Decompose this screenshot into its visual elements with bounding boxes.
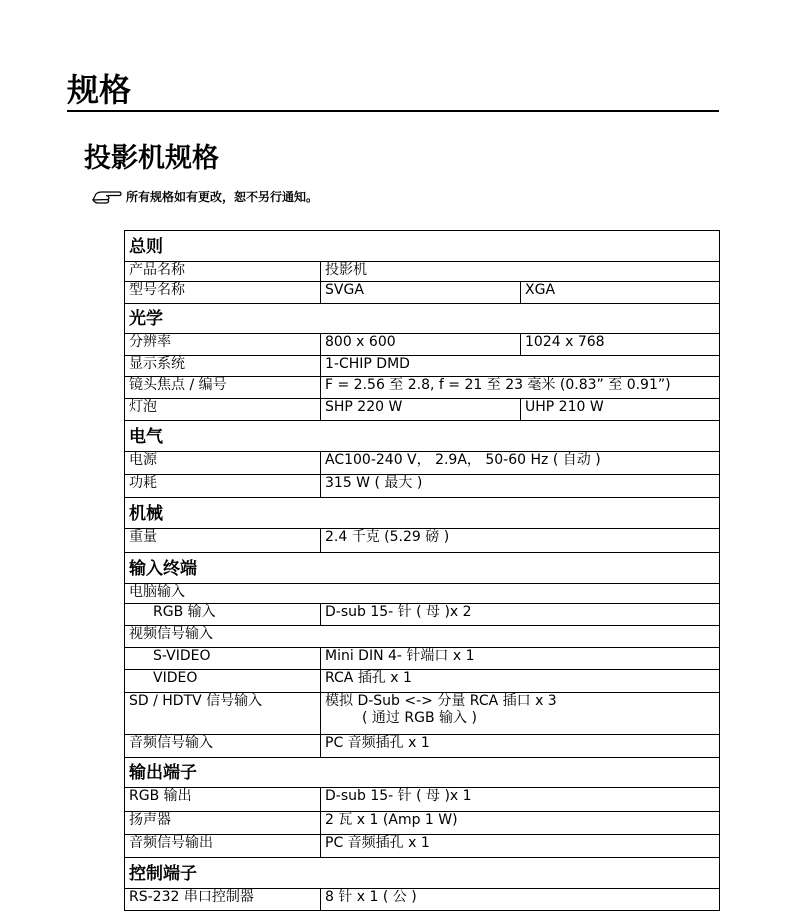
section-header-label: 总则 (125, 231, 720, 262)
table-row (125, 262, 720, 282)
spec-value: D-sub 15- 针 ( 母 )x 2 (321, 604, 720, 626)
section-header-label: 输出端子 (125, 758, 720, 788)
spec-value: 2.4 千克 (5.29 磅 ) (321, 529, 720, 553)
section-header-electrical (125, 421, 720, 452)
table-row (125, 282, 720, 304)
table-row (125, 475, 720, 498)
table-row (125, 356, 720, 377)
section-header-input (125, 553, 720, 584)
spec-value: AC100-240 V， 2.9A， 50-60 Hz ( 自动 ) (321, 452, 720, 475)
spec-value: 1-CHIP DMD (321, 356, 720, 377)
spec-label: S-VIDEO (125, 648, 321, 670)
section-header-label: 机械 (125, 498, 720, 529)
spec-label: 音频信号输入 (125, 735, 321, 758)
spec-label: RS-232 串口控制器 (125, 889, 321, 911)
pointing-hand-icon (92, 189, 122, 205)
spec-group-label: 电脑输入 (125, 584, 720, 604)
spec-label: 重量 (125, 529, 321, 553)
table-row (125, 670, 720, 693)
section-header-optical (125, 304, 720, 334)
table-row (125, 604, 720, 626)
spec-value: SVGA (321, 282, 521, 304)
spec-value-line: 模拟 D-Sub <-> 分量 RCA 插口 x 3 (325, 693, 557, 709)
spec-value: 投影机 (321, 262, 720, 282)
spec-value: 8 针 x 1 ( 公 ) (321, 889, 720, 911)
chapter-title: 规格 (67, 71, 132, 109)
spec-label: 镜头焦点 / 编号 (125, 377, 321, 399)
spec-value: PC 音频插孔 x 1 (321, 735, 720, 758)
note (92, 188, 318, 205)
spec-value: UHP 210 W (521, 399, 720, 421)
note-text: 所有规格如有更改，恕不另行通知。 (126, 190, 319, 204)
spec-value: Mini DIN 4- 针端口 x 1 (321, 648, 720, 670)
table-row (125, 648, 720, 670)
spec-label: 功耗 (125, 475, 321, 498)
section-header-label: 输入终端 (125, 553, 720, 584)
table-row (125, 788, 720, 812)
spec-label: 分辨率 (125, 334, 321, 356)
table-row (125, 812, 720, 835)
table-row (125, 334, 720, 356)
spec-group-label: 视频信号输入 (125, 626, 720, 648)
table-row (125, 835, 720, 858)
section-header-output (125, 758, 720, 788)
spec-value-line: ( 通过 RGB 输入 ) (362, 710, 477, 726)
spec-value: PC 音频插孔 x 1 (321, 835, 720, 858)
section-header-label: 电气 (125, 421, 720, 452)
section-header-general (125, 231, 720, 262)
spec-value: 800 x 600 (321, 334, 521, 356)
table-row (125, 626, 720, 648)
spec-label: 型号名称 (125, 282, 321, 304)
spec-label: RGB 输入 (125, 604, 321, 626)
table-row (125, 529, 720, 553)
section-header-label: 控制端子 (125, 858, 720, 889)
chapter-divider (67, 110, 719, 112)
table-row (125, 399, 720, 421)
table-row (125, 452, 720, 475)
spec-value: F = 2.56 至 2.8, f = 21 至 23 毫米 (0.83” 至 0.91”) (321, 377, 720, 399)
table-row (125, 889, 720, 911)
spec-label: 扬声器 (125, 812, 321, 835)
table-row (125, 584, 720, 604)
table-row (125, 693, 720, 735)
section-header-control (125, 858, 720, 889)
spec-value: XGA (521, 282, 720, 304)
table-row (125, 735, 720, 758)
spec-label: 产品名称 (125, 262, 321, 282)
section-header-mechanical (125, 498, 720, 529)
spec-value (321, 693, 720, 735)
spec-value: D-sub 15- 针 ( 母 )x 1 (321, 788, 720, 812)
spec-label: VIDEO (125, 670, 321, 693)
spec-label: 灯泡 (125, 399, 321, 421)
spec-value: 315 W ( 最大 ) (321, 475, 720, 498)
spec-value: 2 瓦 x 1 (Amp 1 W) (321, 812, 720, 835)
spec-table (124, 230, 720, 911)
section-header-label: 光学 (125, 304, 720, 334)
spec-value: RCA 插孔 x 1 (321, 670, 720, 693)
spec-label: 电源 (125, 452, 321, 475)
spec-label: SD / HDTV 信号输入 (125, 693, 321, 735)
spec-value: SHP 220 W (321, 399, 521, 421)
spec-label: 显示系统 (125, 356, 321, 377)
spec-value: 1024 x 768 (521, 334, 720, 356)
section-title: 投影机规格 (84, 143, 219, 174)
spec-label: RGB 输出 (125, 788, 321, 812)
spec-label: 音频信号输出 (125, 835, 321, 858)
table-row (125, 377, 720, 399)
